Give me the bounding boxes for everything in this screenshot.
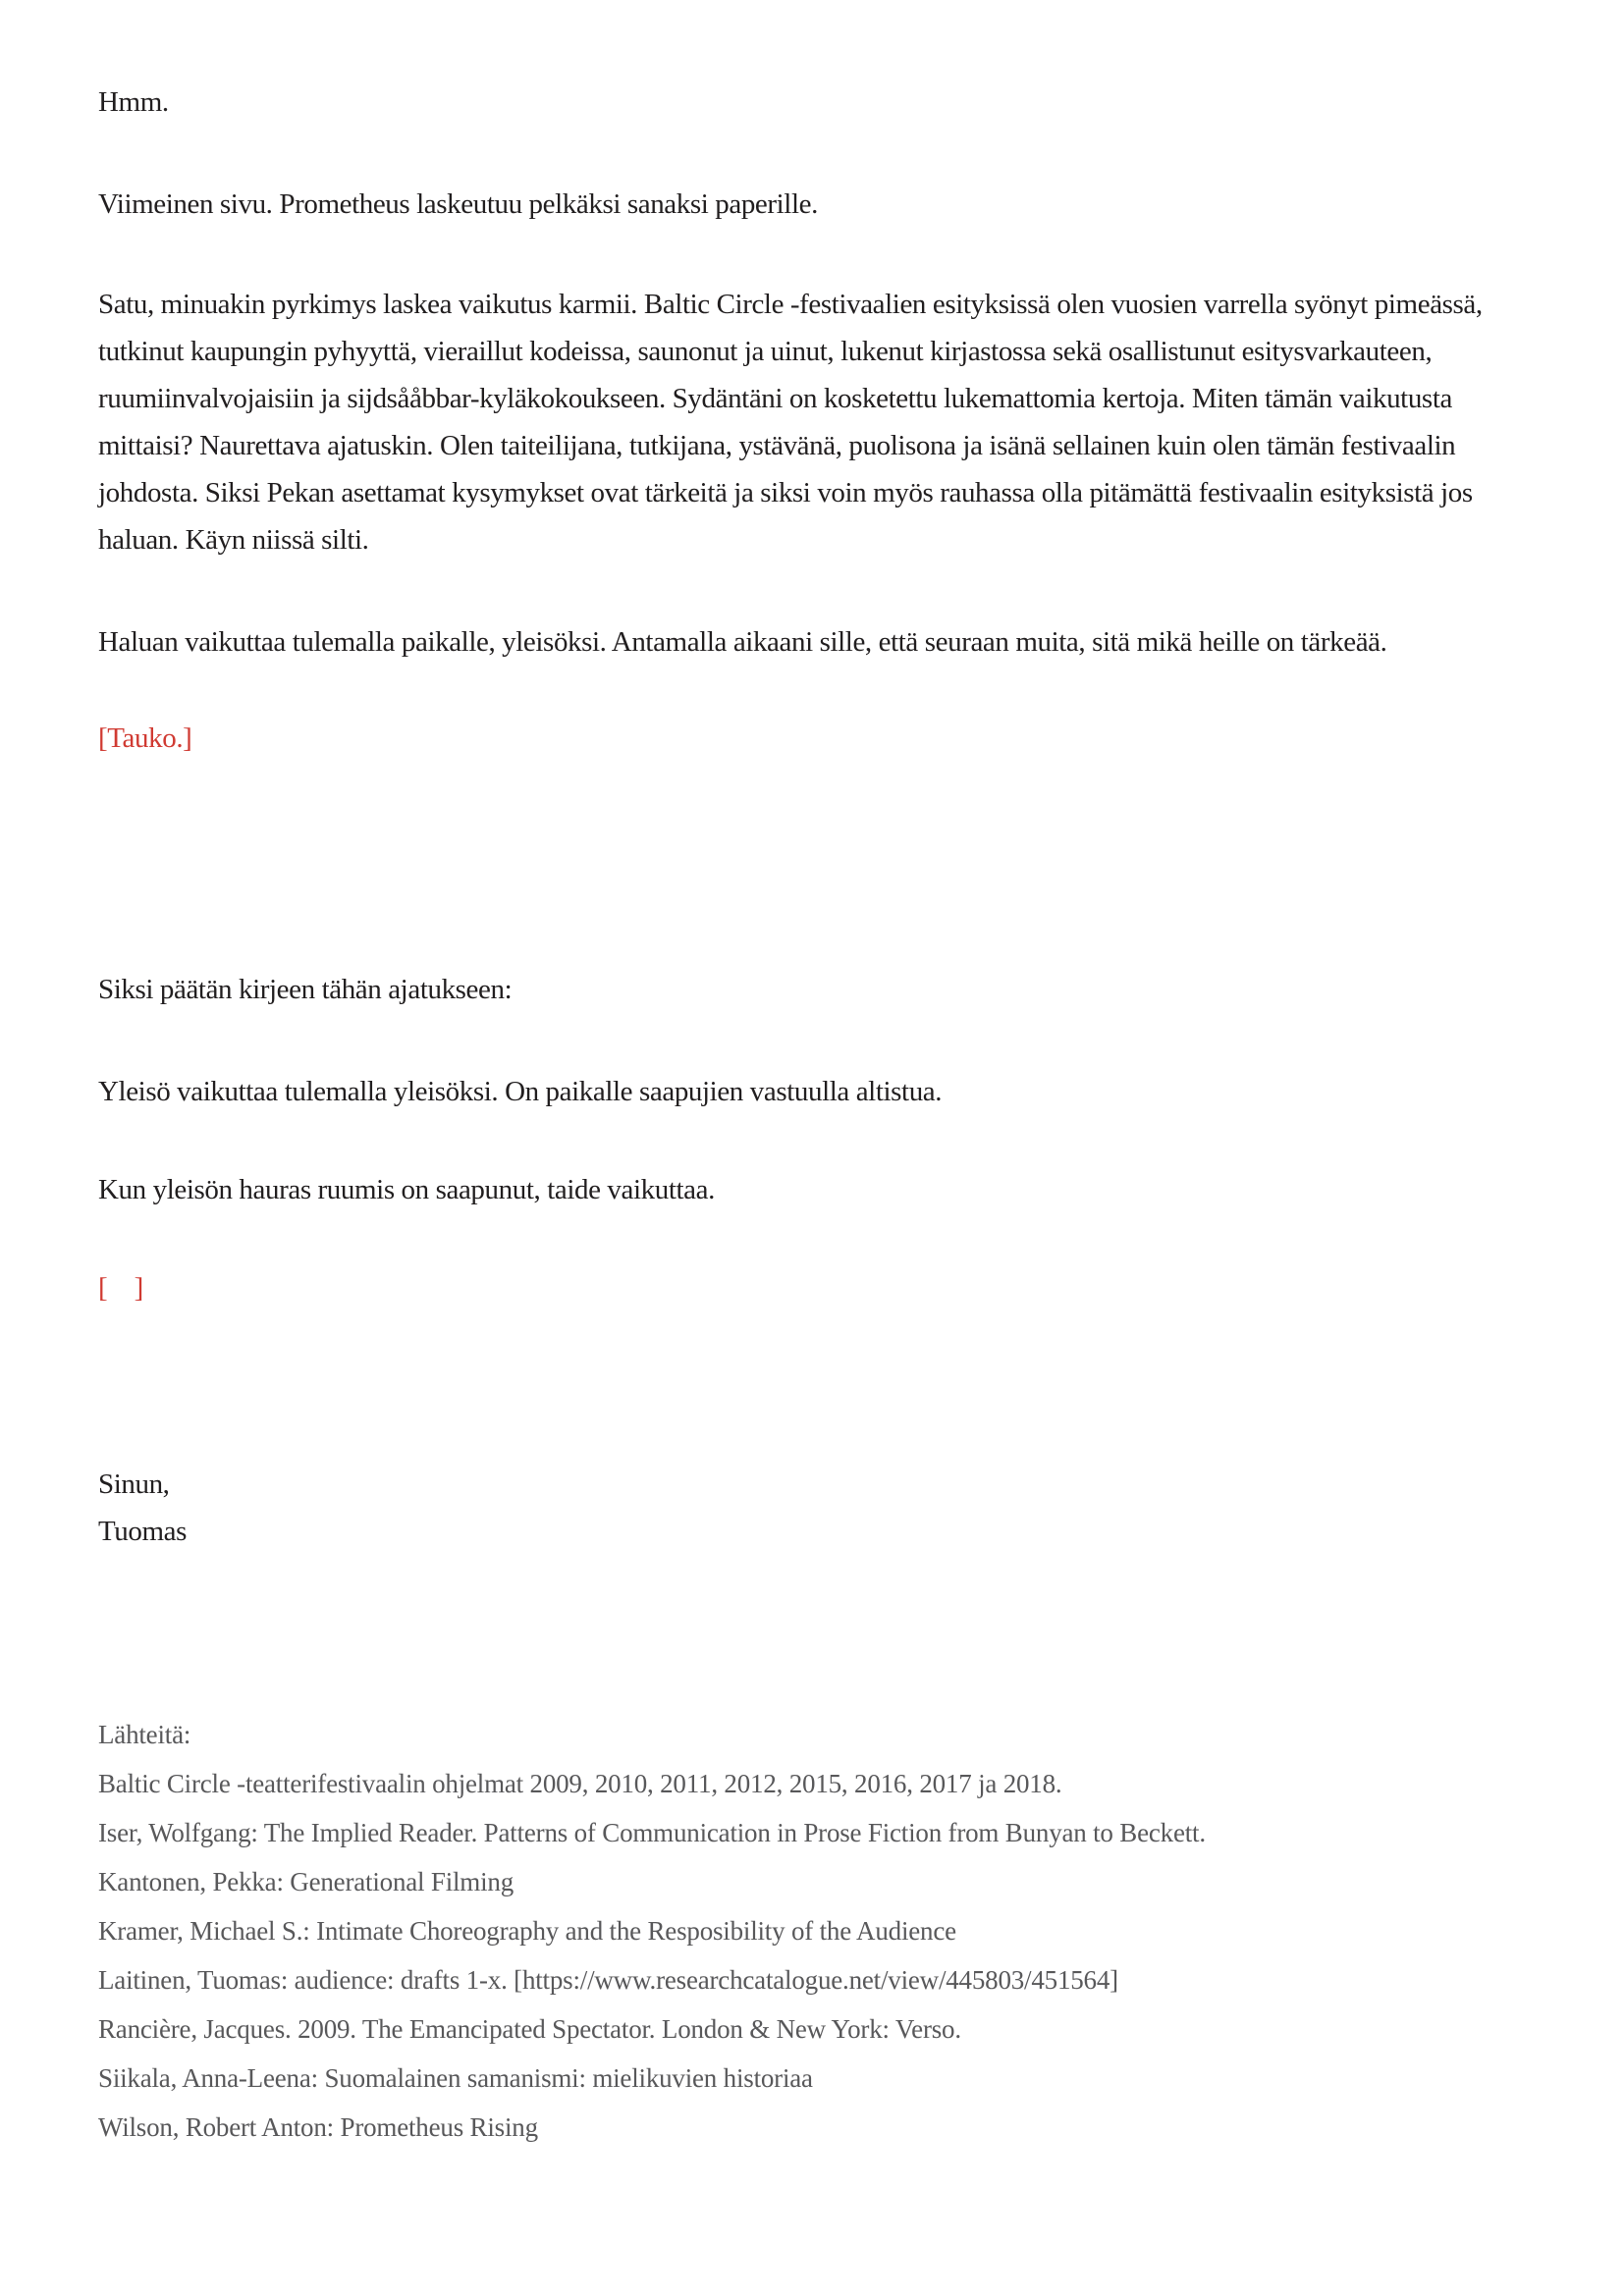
reference-item: Baltic Circle -teatterifestivaalin ohjelmat 2009, 2010, 2011, 2012, 2015, 2016, 2017 ja 2018. <box>98 1769 1062 1798</box>
signoff-salutation: Sinun, <box>98 1468 170 1500</box>
reference-item: Laitinen, Tuomas: audience: drafts 1-x. [https://www.researchcatalogue.net/view/445803/451564] <box>98 1965 1118 1995</box>
references-section <box>98 1710 1518 2152</box>
reference-item: Iser, Wolfgang: The Implied Reader. Patterns of Communication in Prose Fiction from Bunyan to Beckett. <box>98 1818 1206 1847</box>
statement-line: Yleisö vaikuttaa tulemalla yleisöksi. On paikalle saapujien vastuulla altistua. <box>98 1076 943 1107</box>
signoff-name: Tuomas <box>98 1516 188 1547</box>
reference-item: Siikala, Anna-Leena: Suomalainen samanismi: mielikuvien historiaa <box>98 2063 813 2093</box>
letter-paragraph: Viimeinen sivu. Prometheus laskeutuu pelkäksi sanaksi paperille. <box>98 188 818 220</box>
reference-item: Wilson, Robert Anton: Prometheus Rising <box>98 2112 538 2142</box>
letter-opening: Hmm. <box>98 86 169 118</box>
reference-item: Rancière, Jacques. 2009. The Emancipated Spectator. London & New York: Verso. <box>98 2014 961 2044</box>
closing-intro: Siksi päätän kirjeen tähän ajatukseen: <box>98 974 513 1005</box>
references-heading: Lähteitä: <box>98 1720 191 1749</box>
statement-line: Kun yleisön hauras ruumis on saapunut, taide vaikuttaa. <box>98 1174 715 1205</box>
letter-paragraph: Satu, minuakin pyrkimys laskea vaikutus karmii. Baltic Circle -festivaalien esityksissä olen vuosien varrella syönyt pimeässä, tutkinut kaupungin pyhyyttä, vieraillut kodeissa, saunonut ja uinut, lukenut kirjastossa sekä osallistunut esitysvarkauteen, ruumiinvalvojaisiin ja sijdsååbbar-kyläkokoukseen. Sydäntäni on kosketettu lukemattomia kertoja. Miten tämän vaikutusta mittaisi? Naurettava ajatuskin. Olen taiteilijana, tutkijana, ystävänä, puolisona ja isänä sellainen kuin olen tämän festivaalin johdosta. Siksi Pekan asettamat kysymykset ovat tärkeitä ja siksi voin myös rauhassa olla pitämättä festivaalin esityksistä jos haluan. Käyn niissä silti. <box>98 289 1483 556</box>
stage-direction-tauko: [Tauko.] <box>98 722 192 754</box>
letter-paragraph: Haluan vaikuttaa tulemalla paikalle, yleisöksi. Antamalla aikaani sille, että seuraan muita, sitä mikä heille on tärkeää. <box>98 626 1387 658</box>
signoff-block <box>98 1461 1518 1555</box>
reference-item: Kantonen, Pekka: Generational Filming <box>98 1867 514 1896</box>
empty-brackets-marker: [ ] <box>98 1272 143 1304</box>
reference-item: Kramer, Michael S.: Intimate Choreography and the Resposibility of the Audience <box>98 1916 956 1946</box>
